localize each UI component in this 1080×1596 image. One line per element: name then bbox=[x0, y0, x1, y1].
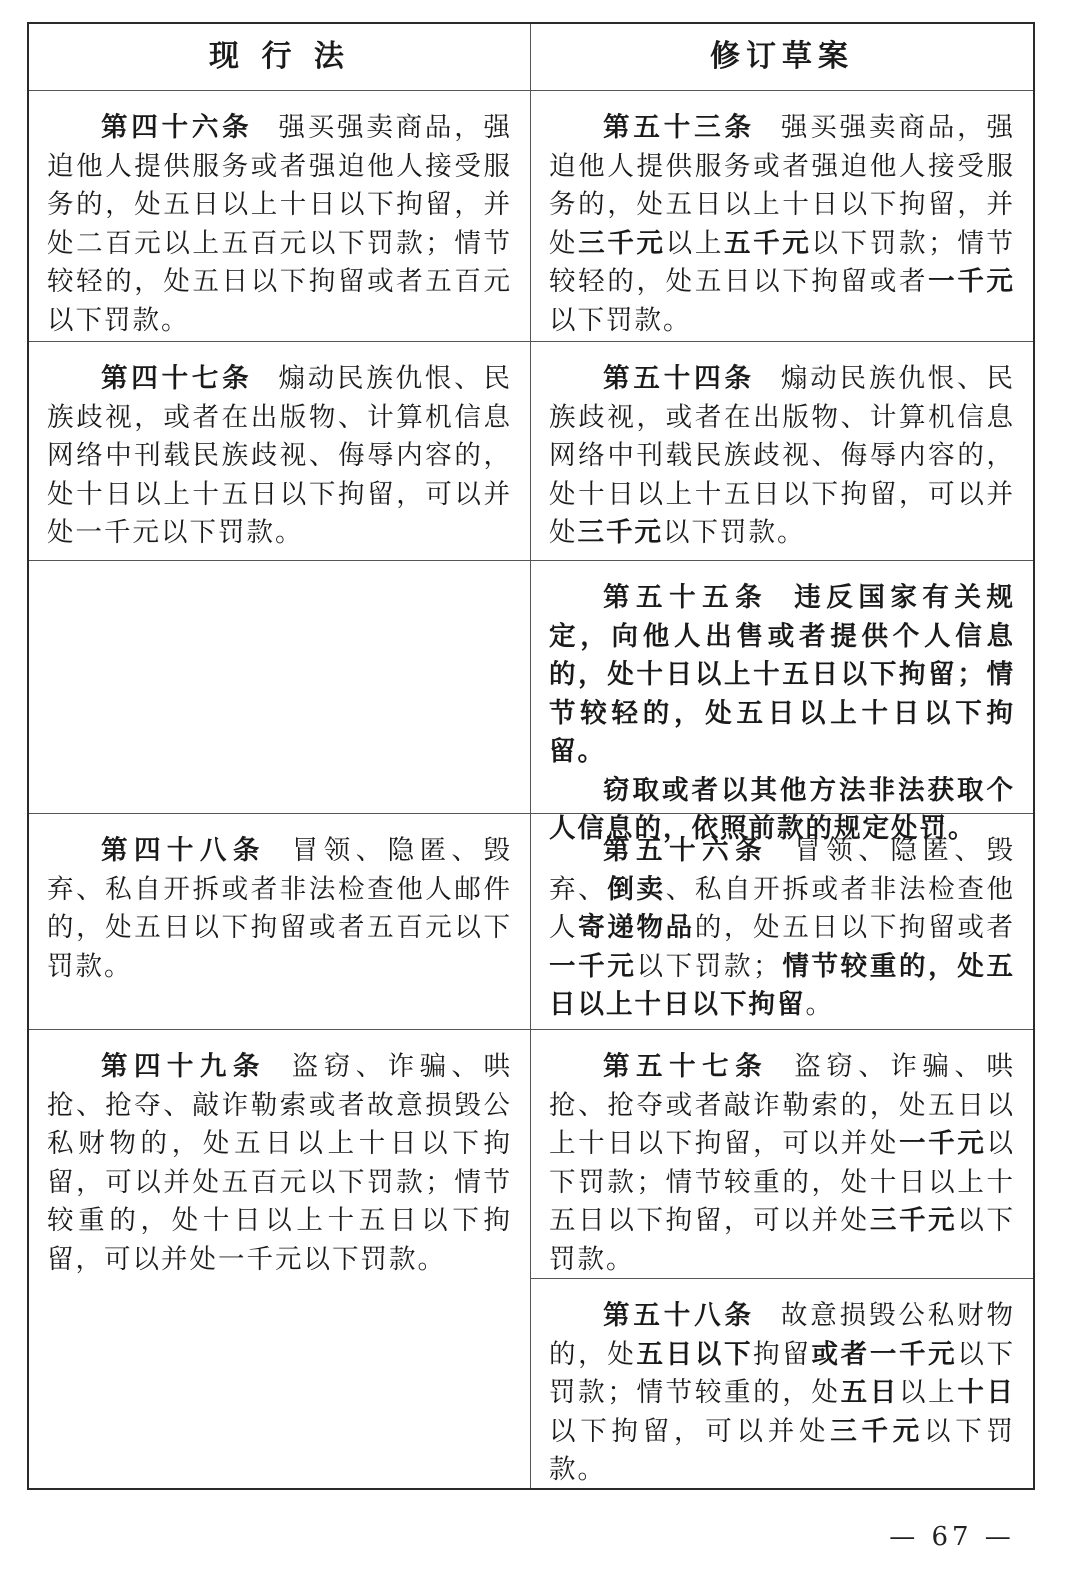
amended-text: 五日以下 bbox=[636, 1338, 754, 1370]
header-revised-draft: 修订草案 bbox=[710, 39, 854, 74]
table-header-row bbox=[29, 24, 1033, 90]
amended-text: 一千元 bbox=[899, 1128, 987, 1159]
amended-text: 倒卖 bbox=[607, 873, 666, 905]
draft-subcell bbox=[531, 1278, 1033, 1500]
article-number: 第四十八条 bbox=[101, 835, 266, 866]
article-number: 第五十四条 bbox=[603, 363, 755, 394]
article-text: 盗窃、诈骗、哄抢、抢夺、敲诈勒索或者故意损毁公私财物的，处五日以上十日以下拘留，可以并处五百元以下罚款；情节较重的，处十日以上十五日以下拘留，可以并处一千元以下罚款。 bbox=[47, 1051, 513, 1275]
amended-text: 一千元 bbox=[928, 266, 1016, 297]
article-number: 第五十六条 bbox=[603, 835, 769, 866]
amended-text: 三千元 bbox=[830, 1415, 924, 1447]
draft-cell bbox=[531, 342, 1033, 560]
article-paragraph bbox=[47, 360, 512, 553]
article-text: 以上 bbox=[665, 227, 725, 259]
article-text: 以下罚款。 bbox=[549, 304, 692, 336]
article-paragraph bbox=[549, 579, 1015, 772]
article-text: 强买强卖商品，强迫他人提供服务或者强迫他人接受服务的，处五日以上十日以下拘留，并处二百元以上五百元以下罚款；情节较轻的，处五日以下拘留或者五百元以下罚款。 bbox=[47, 112, 513, 336]
draft-cell bbox=[531, 814, 1033, 1029]
article-text: 故意损毁公私财物的，处 bbox=[549, 1300, 1015, 1370]
comparison-table bbox=[27, 22, 1035, 1490]
article-text: 以上 bbox=[899, 1377, 958, 1408]
article-number: 第四十九条 bbox=[101, 1051, 266, 1082]
article-paragraph bbox=[47, 1048, 512, 1279]
article-text: 窃取或者以其他方法非法获取个人信息的，依照前款的规定处罚。 bbox=[549, 774, 1015, 844]
article-text: 盗窃、诈骗、哄抢、抢夺或者敲诈勒索的，处五日以上十日以下拘留，可以并处 bbox=[549, 1051, 1016, 1159]
amended-text: 十日 bbox=[957, 1377, 1016, 1408]
article-text: 以下罚款。 bbox=[549, 1415, 1015, 1485]
article-text: 。 bbox=[805, 989, 834, 1020]
article-text: 冒领、隐匿、毁弃、私自开拆或者非法检查他人邮件的，处五日以下拘留或者五百元以下罚款。 bbox=[47, 835, 513, 982]
article-number: 第四十六条 bbox=[101, 112, 253, 143]
current-law-cell-empty bbox=[29, 561, 531, 813]
table-row bbox=[29, 1029, 1033, 1488]
table-row bbox=[29, 90, 1033, 341]
article-paragraph bbox=[549, 360, 1015, 553]
table-row bbox=[29, 813, 1033, 1029]
article-text: 以下罚款；情节较轻的，处五日以下拘留或者 bbox=[549, 227, 1016, 297]
amended-text: 三千元 bbox=[577, 517, 663, 548]
amended-text: 三千元 bbox=[869, 1205, 958, 1236]
table-row bbox=[29, 560, 1033, 844]
amended-text: 或者一千元 bbox=[811, 1338, 958, 1370]
amended-text: 一千元 bbox=[549, 950, 637, 982]
article-number: 第四十七条 bbox=[101, 363, 253, 394]
amended-text: 五千元 bbox=[724, 227, 812, 259]
draft-cell-split bbox=[531, 1030, 1033, 1488]
article-text: 、私自开拆或者非法检查他人 bbox=[549, 873, 1016, 943]
article-text: 以下罚款。 bbox=[549, 1205, 1016, 1275]
article-number: 第五十三条 bbox=[603, 112, 755, 143]
article-text: 以下罚款； bbox=[636, 950, 782, 982]
draft-cell bbox=[531, 91, 1033, 341]
current-law-cell bbox=[29, 1030, 531, 1488]
article-number: 第五十七条 bbox=[603, 1051, 769, 1082]
article-number: 第五十八条 bbox=[603, 1300, 755, 1331]
article-paragraph bbox=[549, 1048, 1015, 1279]
article-paragraph bbox=[47, 832, 512, 986]
current-law-cell bbox=[29, 342, 531, 560]
article-paragraph bbox=[47, 109, 512, 340]
article-text: 违反国家有关规定，向他人出售或者提供个人信息的，处十日以上十五日以下拘留；情节较轻的，处五日以上十日以下拘留。 bbox=[549, 582, 1016, 767]
article-paragraph bbox=[549, 109, 1015, 340]
article-paragraph bbox=[549, 1297, 1015, 1490]
current-law-cell bbox=[29, 814, 531, 1029]
header-current-law: 现 行 法 bbox=[29, 24, 531, 90]
article-text: 以下罚款；情节较重的，处十日以上十五日以下拘留，可以并处 bbox=[549, 1128, 1016, 1236]
amended-text: 三千元 bbox=[578, 227, 666, 259]
article-paragraph bbox=[549, 832, 1015, 1025]
article-text: 强买强卖商品，强迫他人提供服务或者强迫他人接受服务的，处五日以上十日以下拘留，并处 bbox=[549, 112, 1015, 259]
current-law-cell bbox=[29, 91, 531, 341]
article-text: 煽动民族仇恨、民族歧视，或者在出版物、计算机信息网络中刊载民族歧视、侮辱内容的，处十日以上十五日以下拘留，可以并处 bbox=[549, 363, 1015, 548]
article-text: 的，处五日以下拘留或者 bbox=[694, 912, 1016, 943]
article-text: 拘留 bbox=[753, 1338, 812, 1370]
draft-cell-new-article bbox=[531, 561, 1033, 844]
article-text: 冒领、隐匿、毁弃、 bbox=[549, 835, 1016, 905]
amended-text: 情节较重的，处五日以上十日以下拘留 bbox=[549, 950, 1016, 1020]
amended-text: 五日 bbox=[840, 1377, 900, 1408]
article-text: 煽动民族仇恨、民族歧视，或者在出版物、计算机信息网络中刊载民族歧视、侮辱内容的，处十日以上十五日以下拘留，可以并处一千元以下罚款。 bbox=[47, 363, 513, 548]
article-text: 以下拘留，可以并处 bbox=[549, 1415, 831, 1447]
article-number: 第五十五条 bbox=[603, 582, 769, 613]
amended-text: 寄递物品 bbox=[578, 912, 695, 943]
page-number: — 67 — bbox=[889, 1522, 1015, 1552]
article-text: 以下罚款。 bbox=[663, 517, 806, 548]
table-row bbox=[29, 341, 1033, 560]
article-text: 以下罚款；情节较重的，处 bbox=[549, 1338, 1016, 1408]
draft-subcell bbox=[531, 1030, 1033, 1278]
